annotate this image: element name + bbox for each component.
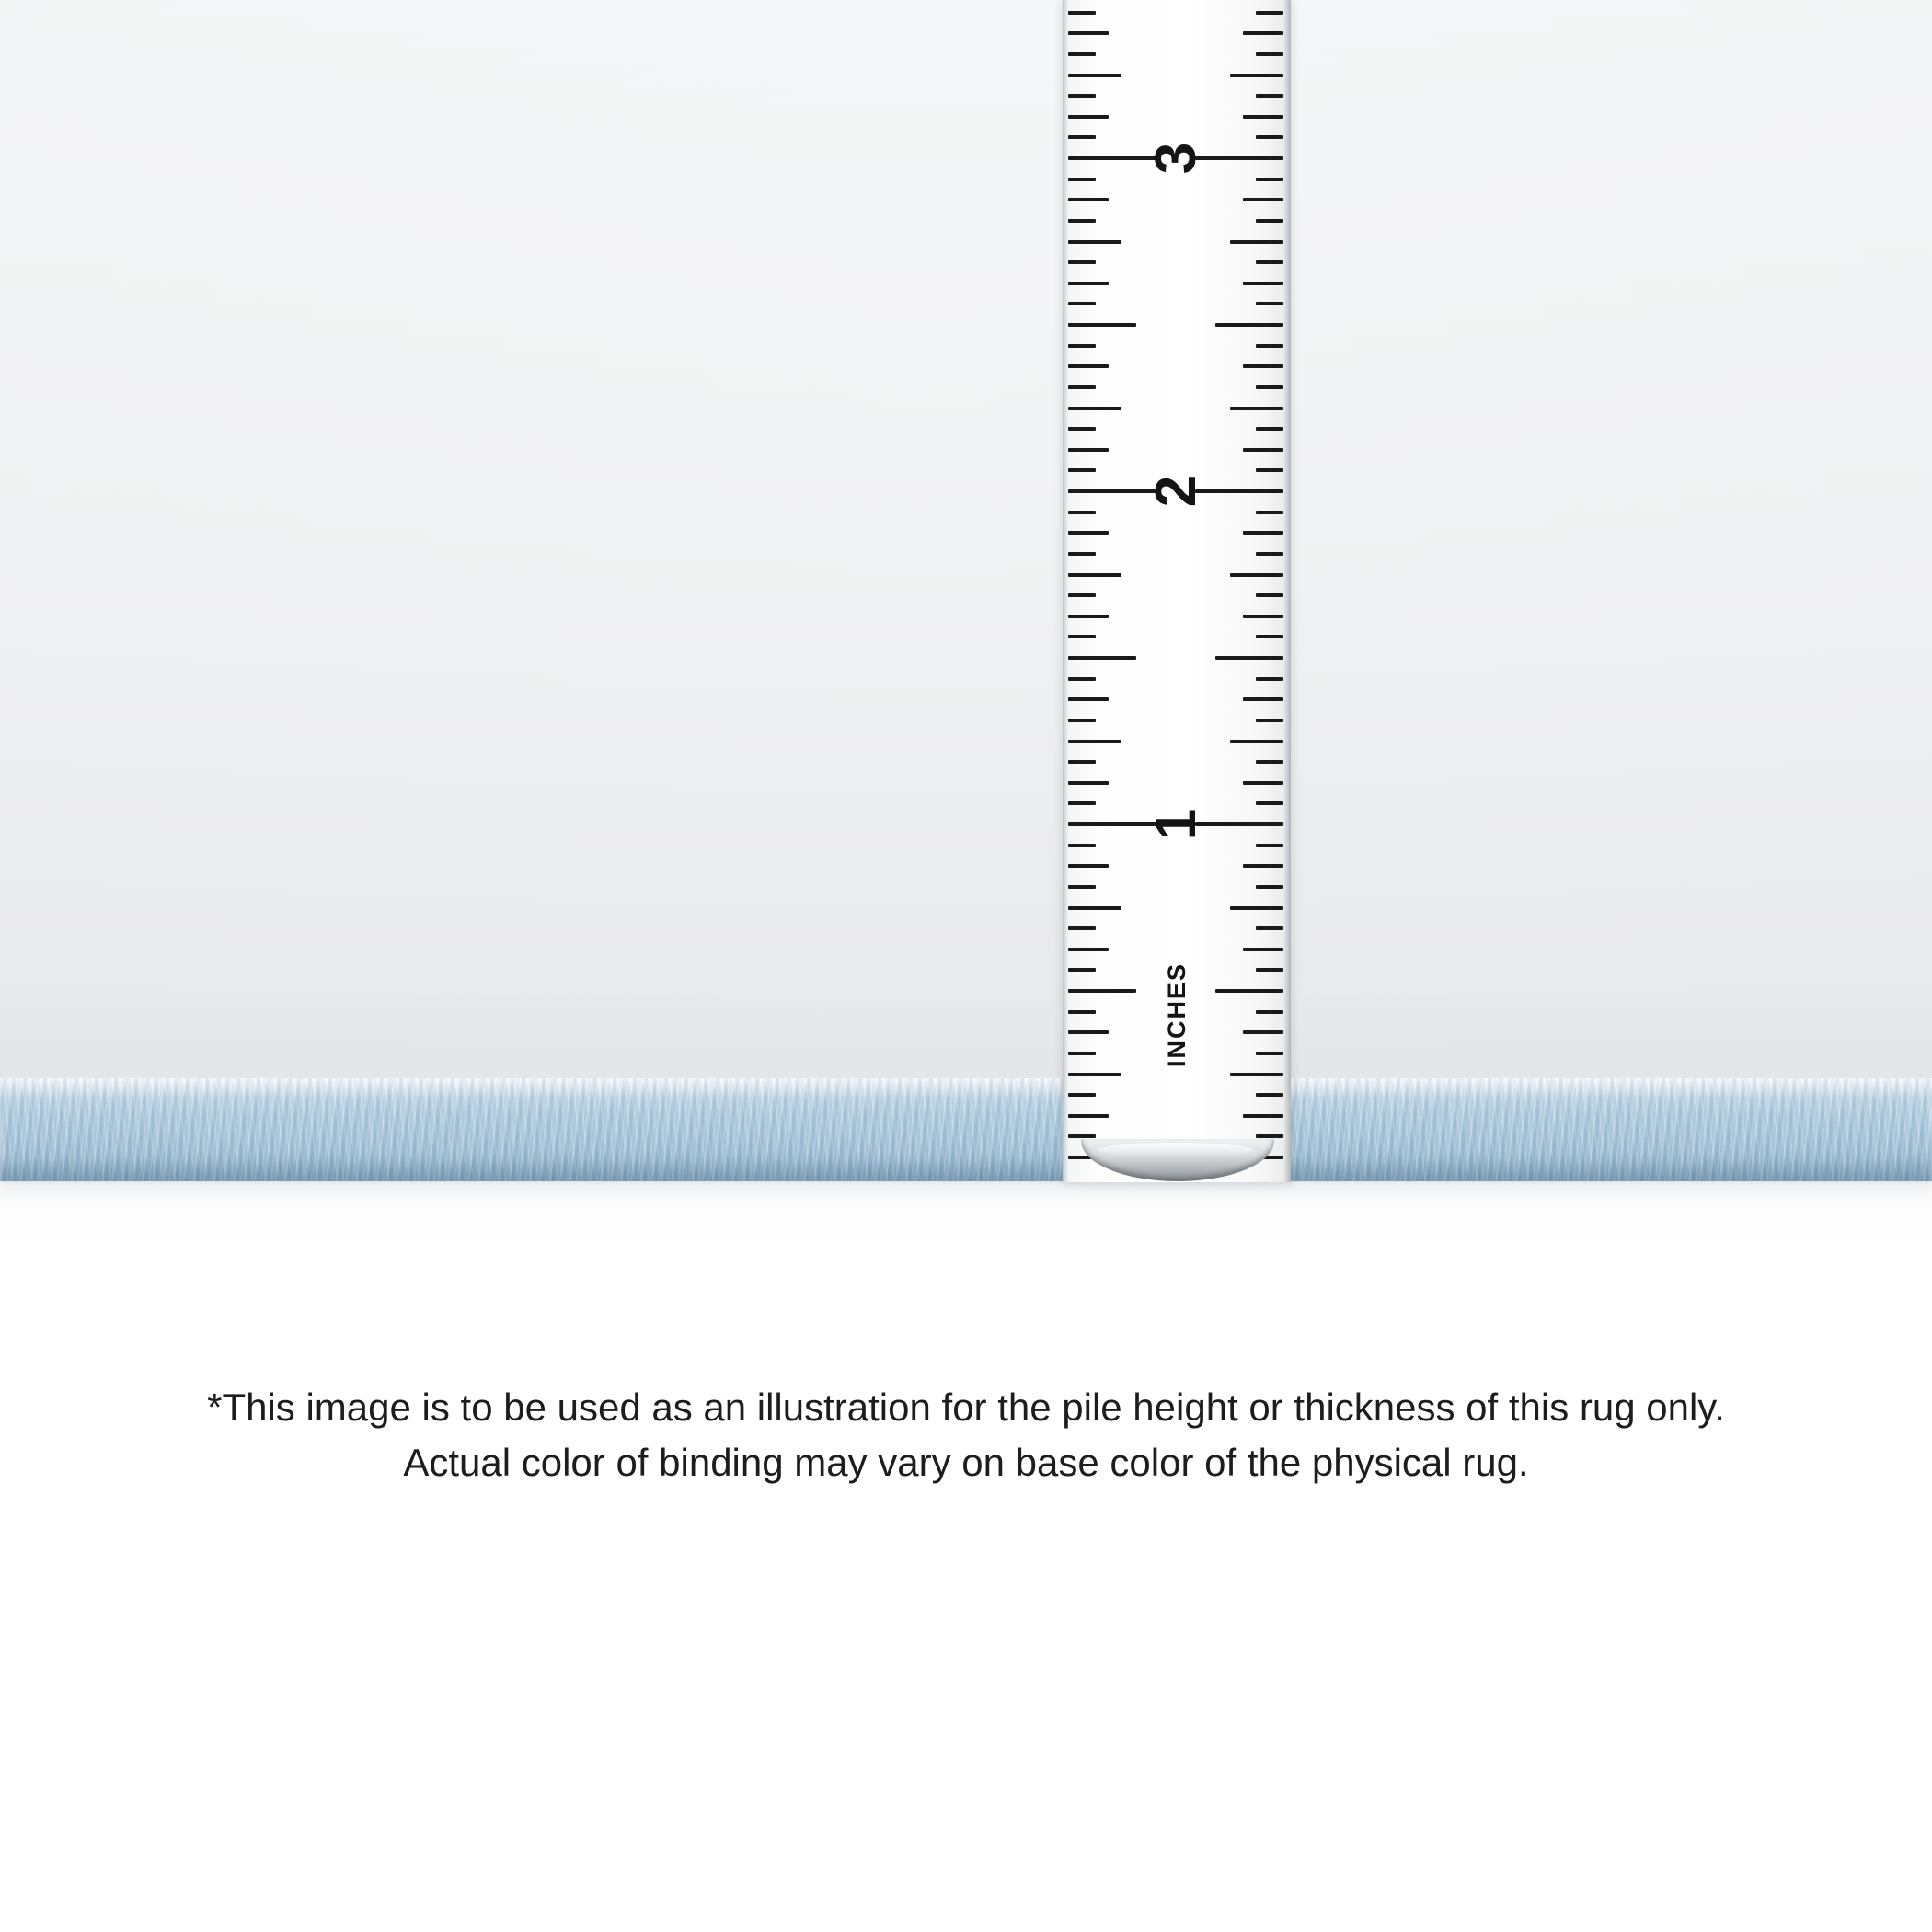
- ruler-tick: [1256, 760, 1283, 764]
- ruler-tick: [1068, 240, 1121, 244]
- disclaimer-caption: [0, 1380, 1932, 1489]
- ruler-tick: [1068, 656, 1136, 660]
- ruler-tick: [1068, 94, 1096, 98]
- ruler-tick: [1068, 448, 1109, 452]
- ruler-tick: [1256, 135, 1283, 139]
- ruler-tick: [1068, 677, 1096, 681]
- ruler-tick: [1256, 11, 1283, 15]
- ruler-right-edge: [1283, 0, 1291, 1182]
- ruler-tick: [1256, 1052, 1283, 1055]
- ruler-tick: [1256, 52, 1283, 56]
- ruler-tick: [1068, 364, 1109, 368]
- ruler-tick: [1068, 385, 1096, 389]
- ruler-tick: [1068, 74, 1121, 77]
- ruler-tick: [1068, 1114, 1109, 1118]
- ruler-tick: [1068, 573, 1121, 577]
- ruler-tick: [1256, 719, 1283, 722]
- ruler-tick: [1068, 864, 1109, 868]
- ruler-tick: [1068, 926, 1096, 930]
- ruler-tick: [1068, 31, 1109, 35]
- ruler-tick: [1243, 115, 1283, 119]
- ruler-tick: [1256, 344, 1283, 348]
- ruler-tick: [1068, 948, 1109, 951]
- ruler-tick: [1068, 719, 1096, 722]
- ruler-tick: [1243, 531, 1283, 535]
- rug-binding-edge: [0, 1078, 1932, 1181]
- ruler-tick: [1068, 552, 1096, 556]
- ruler-tick: [1068, 407, 1121, 410]
- ruler-tick: [1068, 115, 1109, 119]
- ruler-tick: [1068, 844, 1096, 847]
- ruler-tick: [1068, 740, 1121, 743]
- ruler-tick: [1068, 885, 1096, 889]
- ruler-tick: [1068, 323, 1136, 327]
- ruler-tick: [1068, 344, 1096, 348]
- ruler-tick: [1256, 801, 1283, 805]
- ruler-unit-label: INCHES: [1162, 962, 1190, 1068]
- ruler-tick: [1068, 1073, 1121, 1076]
- ruler-tick: [1256, 511, 1283, 514]
- ruler-tick: [1068, 1010, 1096, 1014]
- ruler-tick: [1230, 573, 1283, 577]
- ruler-tick: [1068, 593, 1096, 597]
- ruler-tick: [1243, 697, 1283, 701]
- ruler-tick: [1068, 989, 1136, 993]
- ruler-tick: [1068, 906, 1121, 910]
- ruler-tick: [1215, 656, 1283, 660]
- ruler-tick: [1256, 635, 1283, 638]
- ruler-tick: [1068, 178, 1096, 181]
- ruler-tick: [1256, 94, 1283, 98]
- ruler-tick: [1243, 198, 1283, 201]
- ruler-tick: [1230, 740, 1283, 743]
- ruler-tick: [1068, 781, 1109, 785]
- ruler-tick: [1068, 52, 1096, 56]
- ruler-inch-number: 1: [1144, 808, 1208, 841]
- ruler-tick: [1256, 1010, 1283, 1014]
- ruler-tick: [1256, 302, 1283, 305]
- caption-line-2: Actual color of binding may vary on base color of the physical rug.: [403, 1440, 1529, 1484]
- ruler-tick: [1230, 240, 1283, 244]
- ruler-tick: [1215, 989, 1283, 993]
- ruler-tick: [1230, 74, 1283, 77]
- ruler-tick: [1068, 615, 1109, 618]
- ruler-tick: [1243, 864, 1283, 868]
- ruler-tick: [1243, 364, 1283, 368]
- ruler-tick: [1230, 906, 1283, 910]
- ruler-tick: [1068, 135, 1096, 139]
- ruler-tick: [1068, 801, 1096, 805]
- ruler-tick: [1256, 260, 1283, 264]
- ruler-tick: [1068, 198, 1109, 201]
- ruler-tick: [1243, 1114, 1283, 1118]
- ruler-inch-number: 3: [1144, 142, 1208, 175]
- ruler-tick: [1230, 1073, 1283, 1076]
- ruler-tick: [1243, 282, 1283, 285]
- ruler-tick: [1256, 468, 1283, 472]
- ruler-tick: [1068, 427, 1096, 431]
- ruler-tick: [1230, 407, 1283, 410]
- ruler-tick: [1256, 1134, 1283, 1138]
- ruler-tick: [1243, 31, 1283, 35]
- ruler-tick: [1068, 531, 1109, 535]
- ruler-tick: [1243, 615, 1283, 618]
- ruler-tick: [1068, 11, 1096, 15]
- ruler-tick: [1068, 760, 1096, 764]
- ruler-tick: [1243, 781, 1283, 785]
- ruler-tick: [1256, 677, 1283, 681]
- rug-shading: [0, 1157, 1932, 1181]
- ruler-tick: [1243, 948, 1283, 951]
- ruler-tick: [1068, 1052, 1096, 1055]
- ruler-tick: [1068, 302, 1096, 305]
- ruler-tick: [1068, 635, 1096, 638]
- tape-measure: [1063, 0, 1291, 1182]
- ruler-tick: [1068, 511, 1096, 514]
- ruler-tick: [1068, 282, 1109, 285]
- ruler-tick: [1068, 697, 1109, 701]
- ruler-tick: [1256, 552, 1283, 556]
- ruler-inch-number: 2: [1144, 475, 1208, 508]
- ruler-tick: [1256, 844, 1283, 847]
- ruler-tick: [1215, 323, 1283, 327]
- ruler-tick: [1068, 1030, 1109, 1034]
- ruler-tick: [1243, 1030, 1283, 1034]
- ruler-tick: [1256, 968, 1283, 972]
- ruler-tick: [1256, 1093, 1283, 1097]
- ruler-tick: [1068, 1134, 1096, 1138]
- ruler-tick: [1068, 968, 1096, 972]
- ruler-tick: [1068, 1093, 1096, 1097]
- ruler-tick: [1068, 260, 1096, 264]
- caption-line-1: *This image is to be used as an illustration for the pile height or thickness of this rug only.: [207, 1386, 1725, 1429]
- ruler-tick: [1256, 885, 1283, 889]
- ruler-tick: [1256, 178, 1283, 181]
- ruler-tick: [1256, 427, 1283, 431]
- ruler-tick: [1243, 448, 1283, 452]
- ruler-tick: [1068, 219, 1096, 223]
- ruler-tick: [1256, 593, 1283, 597]
- ruler-tick: [1256, 926, 1283, 930]
- tape-tip-highlight: [1098, 1143, 1254, 1157]
- ruler-tick: [1068, 468, 1096, 472]
- ruler-tick: [1256, 219, 1283, 223]
- ruler-tick: [1256, 385, 1283, 389]
